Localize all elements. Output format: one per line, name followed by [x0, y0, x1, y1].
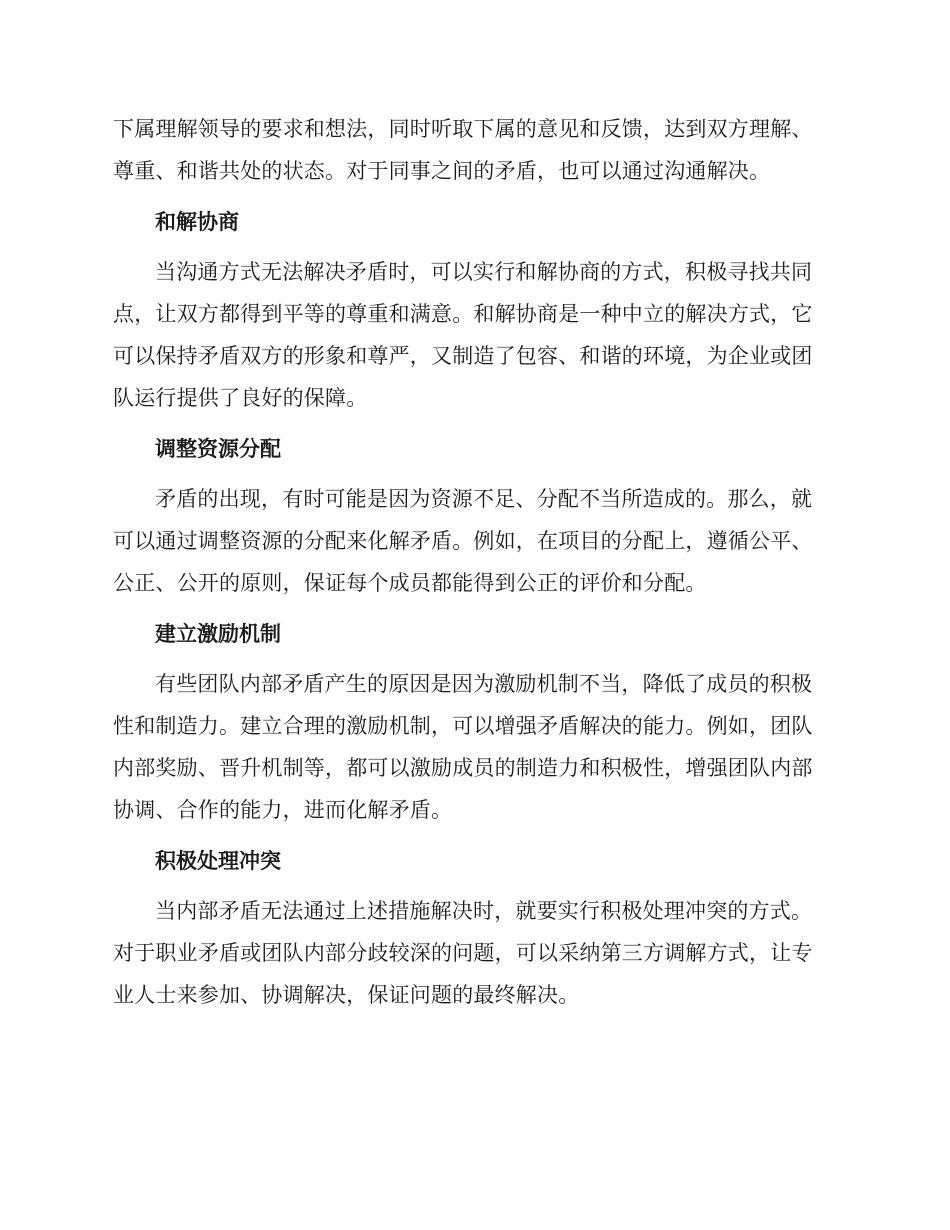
- section-heading-conflict-handling: 积极处理冲突: [155, 849, 281, 873]
- section-heading-reconciliation: 和解协商: [155, 210, 239, 234]
- document-page: [113, 108, 833, 1016]
- section-body-incentive-mechanism: 有些团队内部矛盾产生的原因是因为激励机制不当，降低了成员的积极性和制造力。建立合理的激励机制，可以增强矛盾解决的能力。例如，团队内部奖励、晋升机制等，都可以激励成员的制造力和积极性，增强团队内部协调、合作的能力，进而化解矛盾。: [113, 672, 813, 822]
- section-body-conflict-handling: 当内部矛盾无法通过上述措施解决时，就要实行积极处理冲突的方式。对于职业矛盾或团队内部分歧较深的问题，可以采纳第三方调解方式，让专业人士来参加、协调解决，保证问题的最终解决。: [113, 899, 813, 1007]
- section-body-reconciliation: 当沟通方式无法解决矛盾时，可以实行和解协商的方式，积极寻找共同点，让双方都得到平等的尊重和满意。和解协商是一种中立的解决方式，它可以保持矛盾双方的形象和尊严，又制造了包容、和谐的环境，为企业或团队运行提供了良好的保障。: [113, 260, 813, 410]
- section-heading-incentive-mechanism: 建立激励机制: [155, 622, 281, 646]
- section-heading-resource-allocation: 调整资源分配: [155, 437, 281, 461]
- intro-paragraph: 下属理解领导的要求和想法，同时听取下属的意见和反馈，达到双方理解、尊重、和谐共处的状态。对于同事之间的矛盾，也可以通过沟通解决。: [113, 117, 813, 183]
- section-body-resource-allocation: 矛盾的出现，有时可能是因为资源不足、分配不当所造成的。那么，就可以通过调整资源的分配来化解矛盾。例如，在项目的分配上，遵循公平、公正、公开的原则，保证每个成员都能得到公正的评价和分配。: [113, 487, 813, 595]
